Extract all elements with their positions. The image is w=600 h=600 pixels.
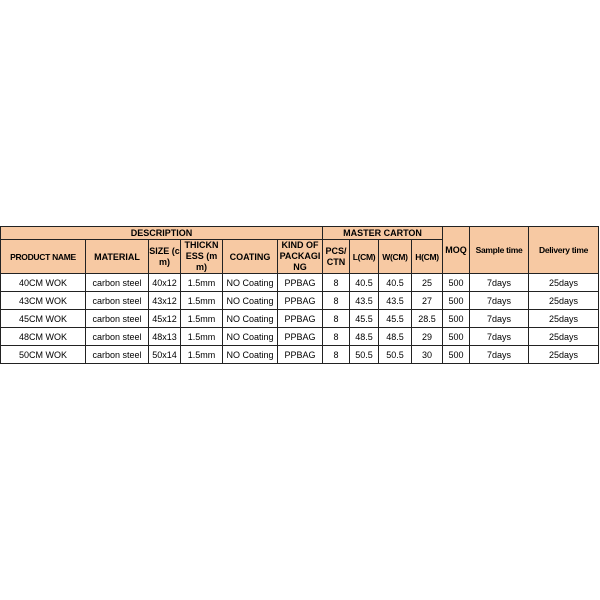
cell-size: 48x13 bbox=[149, 328, 181, 346]
cell-length: 40.5 bbox=[350, 274, 379, 292]
cell-packaging: PPBAG bbox=[278, 328, 323, 346]
cell-moq: 500 bbox=[443, 292, 470, 310]
cell-thickness: 1.5mm bbox=[181, 310, 223, 328]
cell-length: 45.5 bbox=[350, 310, 379, 328]
cell-size: 50x14 bbox=[149, 346, 181, 364]
height-header: H(CM) bbox=[412, 240, 443, 274]
table-row bbox=[1, 328, 599, 346]
cell-thickness: 1.5mm bbox=[181, 346, 223, 364]
cell-pcs-ctn: 8 bbox=[323, 346, 350, 364]
length-header: L(CM) bbox=[350, 240, 379, 274]
cell-delivery-time: 25days bbox=[529, 346, 599, 364]
table-body bbox=[1, 274, 599, 364]
cell-width: 40.5 bbox=[379, 274, 412, 292]
material-header: MATERIAL bbox=[86, 240, 149, 274]
cell-delivery-time: 25days bbox=[529, 292, 599, 310]
table-row bbox=[1, 274, 599, 292]
size-header: SIZE (cm) bbox=[149, 240, 181, 274]
cell-material: carbon steel bbox=[86, 274, 149, 292]
table-row bbox=[1, 346, 599, 364]
cell-sample-time: 7days bbox=[470, 274, 529, 292]
cell-pcs-ctn: 8 bbox=[323, 292, 350, 310]
cell-width: 50.5 bbox=[379, 346, 412, 364]
cell-coating: NO Coating bbox=[223, 328, 278, 346]
cell-packaging: PPBAG bbox=[278, 310, 323, 328]
cell-width: 43.5 bbox=[379, 292, 412, 310]
cell-coating: NO Coating bbox=[223, 274, 278, 292]
master-carton-group-header: MASTER CARTON bbox=[323, 227, 443, 240]
cell-moq: 500 bbox=[443, 328, 470, 346]
cell-length: 50.5 bbox=[350, 346, 379, 364]
thickness-header: THICKN ESS (mm) bbox=[181, 240, 223, 274]
cell-material: carbon steel bbox=[86, 310, 149, 328]
cell-width: 45.5 bbox=[379, 310, 412, 328]
cell-material: carbon steel bbox=[86, 328, 149, 346]
width-header: W(CM) bbox=[379, 240, 412, 274]
pcs-ctn-header: PCS/ CTN bbox=[323, 240, 350, 274]
cell-sample-time: 7days bbox=[470, 310, 529, 328]
cell-thickness: 1.5mm bbox=[181, 292, 223, 310]
cell-product-name: 45CM WOK bbox=[1, 310, 86, 328]
cell-sample-time: 7days bbox=[470, 346, 529, 364]
cell-moq: 500 bbox=[443, 346, 470, 364]
description-group-header: DESCRIPTION bbox=[1, 227, 323, 240]
cell-pcs-ctn: 8 bbox=[323, 310, 350, 328]
moq-header: MOQ bbox=[443, 227, 470, 274]
cell-coating: NO Coating bbox=[223, 310, 278, 328]
delivery-time-header: Delivery time bbox=[529, 227, 599, 274]
cell-thickness: 1.5mm bbox=[181, 274, 223, 292]
product-spec-table bbox=[0, 226, 599, 364]
cell-size: 45x12 bbox=[149, 310, 181, 328]
cell-moq: 500 bbox=[443, 274, 470, 292]
cell-packaging: PPBAG bbox=[278, 292, 323, 310]
cell-packaging: PPBAG bbox=[278, 274, 323, 292]
cell-coating: NO Coating bbox=[223, 346, 278, 364]
coating-header: COATING bbox=[223, 240, 278, 274]
cell-product-name: 43CM WOK bbox=[1, 292, 86, 310]
cell-coating: NO Coating bbox=[223, 292, 278, 310]
cell-product-name: 48CM WOK bbox=[1, 328, 86, 346]
cell-sample-time: 7days bbox=[470, 292, 529, 310]
cell-material: carbon steel bbox=[86, 346, 149, 364]
cell-thickness: 1.5mm bbox=[181, 328, 223, 346]
cell-sample-time: 7days bbox=[470, 328, 529, 346]
cell-length: 43.5 bbox=[350, 292, 379, 310]
cell-height: 29 bbox=[412, 328, 443, 346]
cell-width: 48.5 bbox=[379, 328, 412, 346]
cell-height: 28.5 bbox=[412, 310, 443, 328]
cell-size: 43x12 bbox=[149, 292, 181, 310]
cell-product-name: 50CM WOK bbox=[1, 346, 86, 364]
cell-packaging: PPBAG bbox=[278, 346, 323, 364]
sample-time-header: Sample time bbox=[470, 227, 529, 274]
group-header-row bbox=[1, 227, 599, 240]
cell-pcs-ctn: 8 bbox=[323, 274, 350, 292]
table-row bbox=[1, 310, 599, 328]
cell-delivery-time: 25days bbox=[529, 328, 599, 346]
cell-length: 48.5 bbox=[350, 328, 379, 346]
cell-pcs-ctn: 8 bbox=[323, 328, 350, 346]
cell-height: 30 bbox=[412, 346, 443, 364]
cell-height: 27 bbox=[412, 292, 443, 310]
cell-height: 25 bbox=[412, 274, 443, 292]
cell-product-name: 40CM WOK bbox=[1, 274, 86, 292]
product-name-header: PRODUCT NAME bbox=[1, 240, 86, 274]
table-row bbox=[1, 292, 599, 310]
cell-material: carbon steel bbox=[86, 292, 149, 310]
packaging-header: KIND OF PACKAGI NG bbox=[278, 240, 323, 274]
cell-moq: 500 bbox=[443, 310, 470, 328]
cell-delivery-time: 25days bbox=[529, 310, 599, 328]
cell-delivery-time: 25days bbox=[529, 274, 599, 292]
cell-size: 40x12 bbox=[149, 274, 181, 292]
